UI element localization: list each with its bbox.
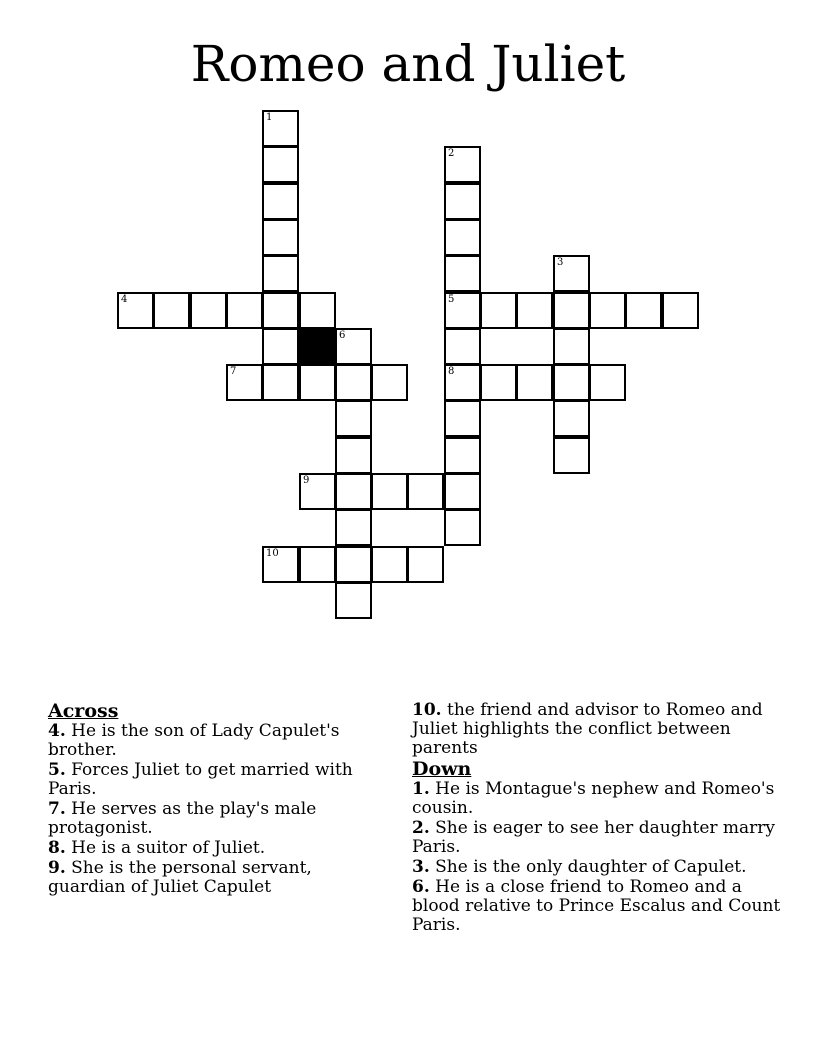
grid-cell[interactable] — [625, 292, 662, 329]
clue-number: 8. — [48, 838, 66, 858]
grid-cell[interactable] — [444, 400, 481, 437]
grid-cell[interactable] — [553, 292, 590, 329]
grid-cell[interactable] — [589, 364, 626, 401]
grid-cell[interactable] — [444, 255, 481, 292]
grid-cell[interactable] — [299, 292, 336, 329]
cell-number: 6 — [339, 330, 346, 341]
grid-cell[interactable] — [516, 292, 553, 329]
grid-cell[interactable] — [117, 292, 154, 329]
clue-text: He is Montague's nephew and Romeo's cousin. — [412, 779, 775, 818]
clue-number: 4. — [48, 721, 66, 741]
grid-cell[interactable] — [444, 437, 481, 474]
clue-down-2 — [412, 819, 782, 857]
grid-cell[interactable] — [371, 364, 408, 401]
cell-number: 1 — [266, 112, 273, 123]
clues-right-column — [412, 701, 782, 936]
grid-cell[interactable] — [262, 110, 299, 147]
clue-across-8 — [48, 839, 378, 858]
clue-down-1 — [412, 780, 782, 818]
grid-cell[interactable] — [444, 292, 481, 329]
grid-cell[interactable] — [553, 400, 590, 437]
clue-text: the friend and advisor to Romeo and Juliet highlights the conflict between parents — [412, 700, 763, 758]
cell-number: 7 — [230, 366, 237, 377]
grid-cell[interactable] — [516, 364, 553, 401]
clue-across-5 — [48, 761, 378, 799]
grid-cell[interactable] — [371, 546, 408, 583]
cell-number: 9 — [303, 475, 310, 486]
clue-number: 5. — [48, 760, 66, 780]
grid-cell[interactable] — [589, 292, 626, 329]
clue-across-10 — [412, 701, 782, 758]
grid-cell[interactable] — [553, 364, 590, 401]
grid-cell[interactable] — [444, 509, 481, 546]
grid-cell[interactable] — [371, 473, 408, 510]
grid-cell[interactable] — [335, 473, 372, 510]
grid-cell[interactable] — [444, 473, 481, 510]
grid-cell[interactable] — [299, 473, 336, 510]
cell-number: 10 — [266, 548, 279, 559]
grid-cell[interactable] — [262, 364, 299, 401]
clue-down-3 — [412, 858, 782, 877]
grid-cell[interactable] — [553, 328, 590, 365]
grid-cell[interactable] — [444, 183, 481, 220]
cell-number: 2 — [448, 148, 455, 159]
grid-cell[interactable] — [335, 437, 372, 474]
clue-across-4 — [48, 722, 378, 760]
grid-cell[interactable] — [444, 219, 481, 256]
grid-cell[interactable] — [299, 364, 336, 401]
grid-cell[interactable] — [407, 546, 444, 583]
grid-cell[interactable] — [226, 364, 263, 401]
clue-text: He is a close friend to Romeo and a blood relative to Prince Escalus and Count Paris. — [412, 877, 781, 935]
grid-cell[interactable] — [335, 328, 372, 365]
grid-cell[interactable] — [153, 292, 190, 329]
grid-cell[interactable] — [444, 328, 481, 365]
grid-block-cell — [299, 328, 336, 365]
grid-cell[interactable] — [262, 219, 299, 256]
clue-number: 2. — [412, 818, 430, 838]
clue-text: Forces Juliet to get married with Paris. — [48, 760, 353, 799]
across-heading: Across — [48, 700, 119, 722]
clue-number: 9. — [48, 858, 66, 878]
grid-cell[interactable] — [226, 292, 263, 329]
clue-number: 10. — [412, 700, 442, 720]
clue-text: He is the son of Lady Capulet's brother. — [48, 721, 340, 760]
grid-cell[interactable] — [262, 183, 299, 220]
clue-number: 7. — [48, 799, 66, 819]
grid-cell[interactable] — [662, 292, 699, 329]
grid-cell[interactable] — [553, 437, 590, 474]
grid-cell[interactable] — [262, 292, 299, 329]
cell-number: 4 — [121, 294, 128, 305]
grid-cell[interactable] — [407, 473, 444, 510]
clue-text: She is eager to see her daughter marry Paris. — [412, 818, 776, 857]
clue-text: He serves as the play's male protagonist. — [48, 799, 317, 838]
grid-cell[interactable] — [190, 292, 227, 329]
clues-left-column — [48, 701, 378, 898]
grid-cell[interactable] — [262, 255, 299, 292]
clue-number: 3. — [412, 857, 430, 877]
grid-cell[interactable] — [335, 364, 372, 401]
grid-cell[interactable] — [335, 509, 372, 546]
grid-cell[interactable] — [444, 364, 481, 401]
puzzle-title: Romeo and Juliet — [190, 35, 626, 93]
cell-number: 8 — [448, 366, 455, 377]
clue-number: 6. — [412, 877, 430, 897]
cell-number: 5 — [448, 294, 455, 305]
cell-number: 3 — [557, 257, 564, 268]
clue-across-9 — [48, 859, 378, 897]
clue-text: He is a suitor of Juliet. — [71, 838, 266, 858]
grid-cell[interactable] — [553, 255, 590, 292]
grid-cell[interactable] — [335, 400, 372, 437]
grid-cell[interactable] — [444, 146, 481, 183]
clue-number: 1. — [412, 779, 430, 799]
clue-down-6 — [412, 878, 782, 935]
grid-cell[interactable] — [335, 582, 372, 619]
grid-cell[interactable] — [335, 546, 372, 583]
grid-cell[interactable] — [262, 146, 299, 183]
grid-cell[interactable] — [480, 292, 517, 329]
down-heading: Down — [412, 758, 472, 780]
clue-text: She is the personal servant, guardian of Juliet Capulet — [48, 858, 312, 897]
grid-cell[interactable] — [262, 546, 299, 583]
grid-cell[interactable] — [480, 364, 517, 401]
grid-cell[interactable] — [299, 546, 336, 583]
grid-cell[interactable] — [262, 328, 299, 365]
clue-text: She is the only daughter of Capulet. — [435, 857, 747, 877]
clue-across-7 — [48, 800, 378, 838]
